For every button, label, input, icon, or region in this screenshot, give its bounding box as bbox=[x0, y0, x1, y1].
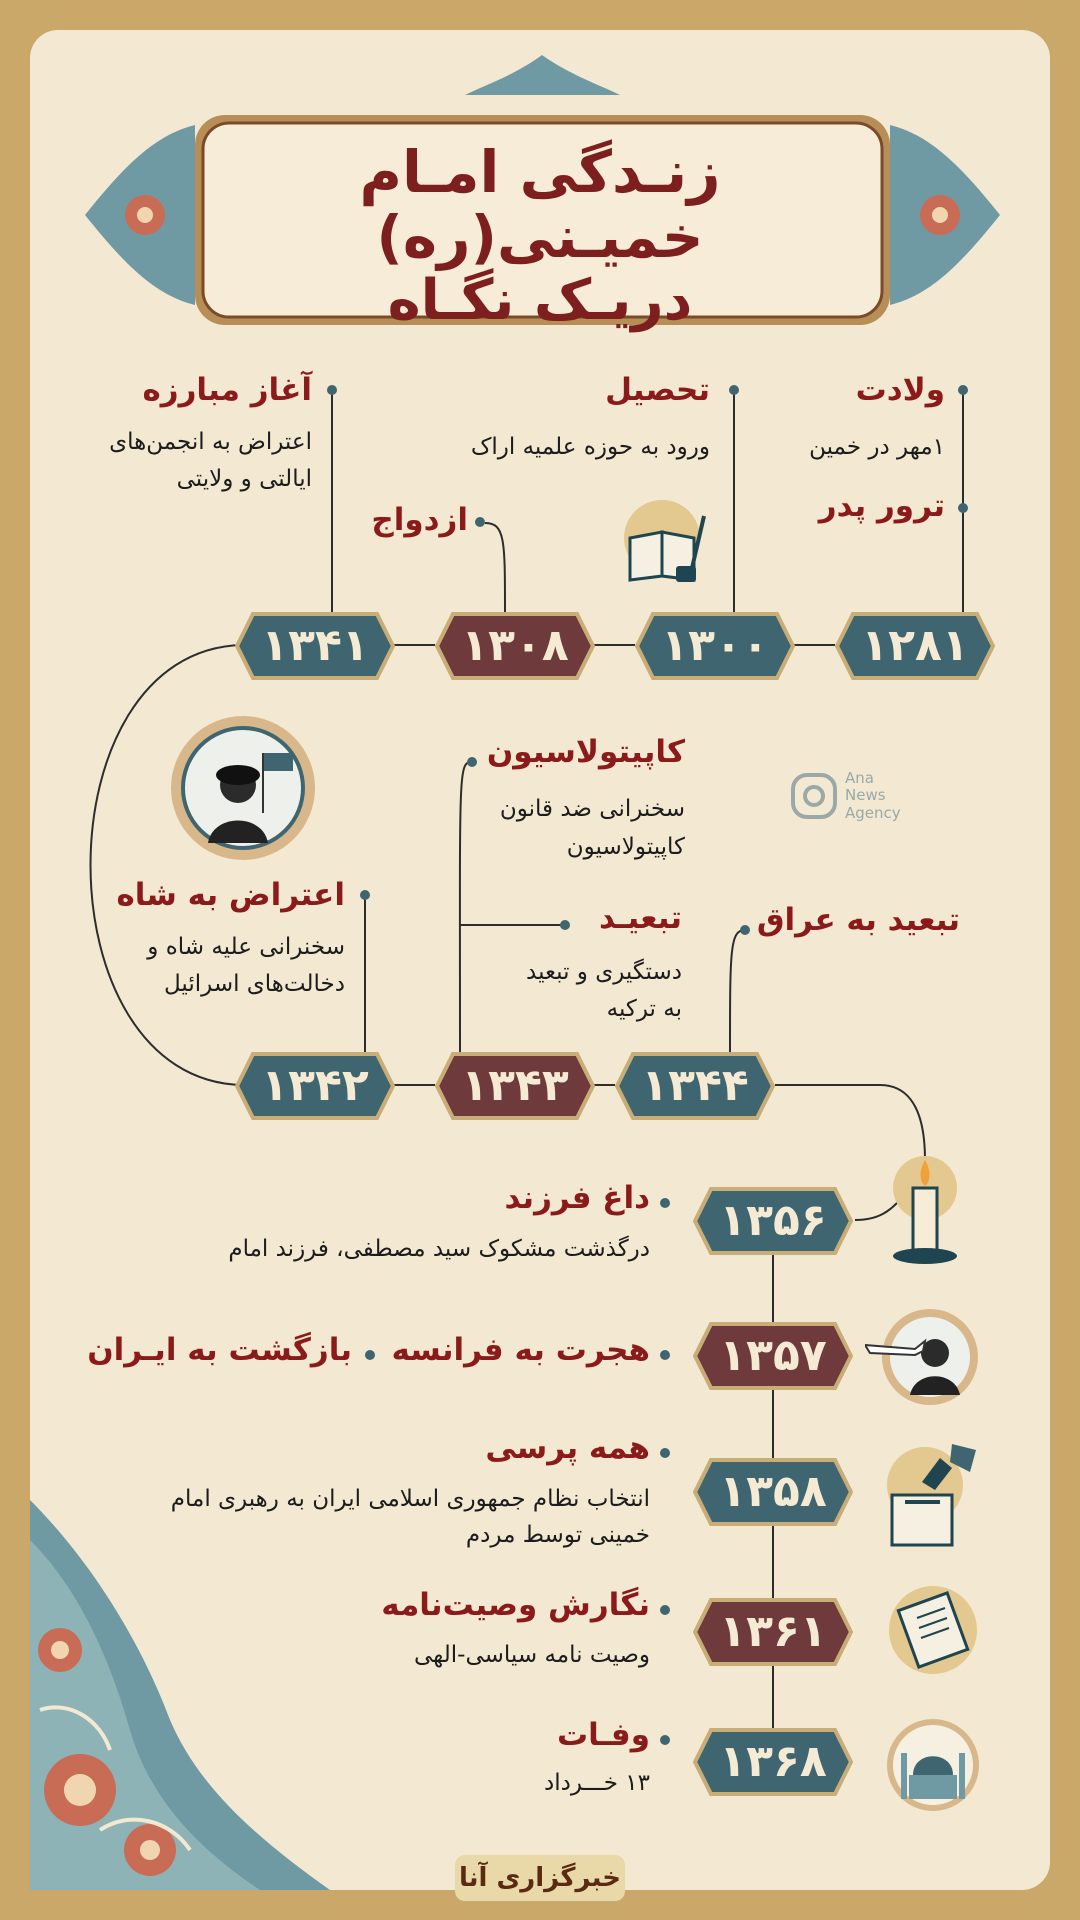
event-son-death-title: داغ فرزند bbox=[504, 1180, 650, 1216]
year-pill-1357 bbox=[693, 1322, 853, 1390]
marker-dot bbox=[327, 385, 337, 395]
event-capitulation-text-2: کاپیتولاسیون bbox=[566, 834, 685, 860]
year-pill-1342 bbox=[235, 1052, 395, 1120]
year-label: ۱۲۸۱ bbox=[861, 620, 969, 671]
marker-dot bbox=[660, 1605, 670, 1615]
marker-dot bbox=[475, 517, 485, 527]
event-will-writing-text: وصیت نامه سیاسی-الهی bbox=[414, 1642, 650, 1668]
event-death-title: وفـات bbox=[557, 1717, 650, 1753]
event-struggle-title: آغاز مبارزه bbox=[142, 372, 312, 408]
shrine-icon bbox=[883, 1715, 983, 1815]
event-study-title: تحصیل bbox=[605, 372, 710, 408]
year-label: ۱۳۴۴ bbox=[641, 1060, 749, 1111]
marker-dot bbox=[740, 925, 750, 935]
marker-dot bbox=[958, 385, 968, 395]
event-referendum-text-2: خمینی توسط مردم bbox=[465, 1522, 650, 1548]
event-father-assassination-title: ترور پدر bbox=[818, 488, 945, 524]
marker-dot bbox=[660, 1350, 670, 1360]
event-death-text: ۱۳ خـــرداد bbox=[543, 1770, 650, 1796]
event-birth-title: ولادت bbox=[855, 372, 945, 408]
year-label: ۱۳۵۷ bbox=[719, 1330, 827, 1381]
title-line-2: دریـک نگـاه bbox=[387, 267, 693, 333]
event-marriage-title: ازدواج bbox=[371, 502, 468, 538]
footer-brand: خبرگزاری آنا bbox=[455, 1855, 625, 1901]
ballot-box-icon bbox=[880, 1440, 980, 1550]
marker-dot bbox=[958, 503, 968, 513]
year-label: ۱۳۵۶ bbox=[719, 1195, 827, 1246]
year-label: ۱۳۴۳ bbox=[461, 1060, 569, 1111]
marker-dot bbox=[660, 1448, 670, 1458]
year-pill-1300 bbox=[635, 612, 795, 680]
event-shah-protest-text-1: سخنرانی علیه شاه و bbox=[147, 934, 345, 960]
event-struggle-text-1: اعتراض به انجمن‌های bbox=[109, 429, 312, 455]
portrait-speech-icon bbox=[168, 713, 318, 863]
event-exile-turkey-title: تبعیـد bbox=[599, 900, 682, 936]
year-pill-1343 bbox=[435, 1052, 595, 1120]
year-label: ۱۳۰۰ bbox=[661, 620, 769, 671]
event-shah-protest-text-2: دخالت‌های اسرائیل bbox=[163, 971, 345, 997]
airplane-portrait-icon bbox=[865, 1305, 980, 1410]
candle-icon bbox=[880, 1150, 970, 1270]
event-return-to-iran-title: بازگشت به ایـران bbox=[87, 1332, 352, 1368]
agency-logo-text: Ana News Agency bbox=[845, 769, 901, 822]
year-pill-1281 bbox=[835, 612, 995, 680]
event-referendum-text-1: انتخاب نظام جمهوری اسلامی ایران به رهبری امام bbox=[170, 1486, 650, 1512]
marker-dot bbox=[660, 1735, 670, 1745]
event-capitulation-text-1: سخنرانی ضد قانون bbox=[499, 796, 685, 822]
marker-dot bbox=[660, 1198, 670, 1208]
event-birth-text: ۱مهر در خمین bbox=[809, 434, 945, 460]
year-pill-1356 bbox=[693, 1187, 853, 1255]
year-pill-1361 bbox=[693, 1598, 853, 1666]
event-exile-turkey-text-2: به ترکیه bbox=[606, 996, 682, 1022]
event-will-writing-title: نگارش وصیت‌نامه bbox=[381, 1587, 650, 1623]
year-label: ۱۳۵۸ bbox=[719, 1466, 827, 1517]
book-icon bbox=[622, 498, 712, 588]
year-pill-1341 bbox=[235, 612, 395, 680]
year-label: ۱۳۴۲ bbox=[261, 1060, 369, 1111]
event-shah-protest-title: اعتراض به شاه bbox=[116, 877, 345, 913]
marker-dot bbox=[467, 757, 477, 767]
marker-dot bbox=[729, 385, 739, 395]
event-son-death-text: درگذشت مشکوک سید مصطفی، فرزند امام bbox=[228, 1236, 650, 1262]
year-label: ۱۳۰۸ bbox=[461, 620, 569, 671]
marker-dot bbox=[560, 920, 570, 930]
event-referendum-title: همه پرسی bbox=[485, 1430, 650, 1466]
year-label: ۱۳۴۱ bbox=[261, 620, 369, 671]
marker-dot bbox=[360, 890, 370, 900]
year-pill-1344 bbox=[615, 1052, 775, 1120]
event-study-text: ورود به حوزه علمیه اراک bbox=[470, 434, 710, 460]
year-pill-1358 bbox=[693, 1458, 853, 1526]
event-exile-turkey-text-1: دستگیری و تبعید bbox=[526, 959, 682, 985]
event-capitulation-title: کاپیتولاسیون bbox=[486, 734, 685, 770]
year-pill-1368 bbox=[693, 1728, 853, 1796]
marker-dot bbox=[365, 1350, 375, 1360]
year-label: ۱۳۶۱ bbox=[719, 1606, 827, 1657]
agency-logo-icon bbox=[790, 772, 838, 820]
event-france-migration-title: هجرت به فرانسه bbox=[391, 1332, 650, 1368]
year-label: ۱۳۶۸ bbox=[719, 1736, 827, 1787]
title-line-1: زنـدگی امـام خمیـنی(ره) bbox=[359, 138, 721, 271]
year-pill-1308 bbox=[435, 612, 595, 680]
event-struggle-text-2: ایالتی و ولایتی bbox=[176, 466, 312, 492]
event-exile-iraq-title: تبعید به عراق bbox=[756, 902, 960, 938]
scroll-icon bbox=[883, 1580, 983, 1680]
